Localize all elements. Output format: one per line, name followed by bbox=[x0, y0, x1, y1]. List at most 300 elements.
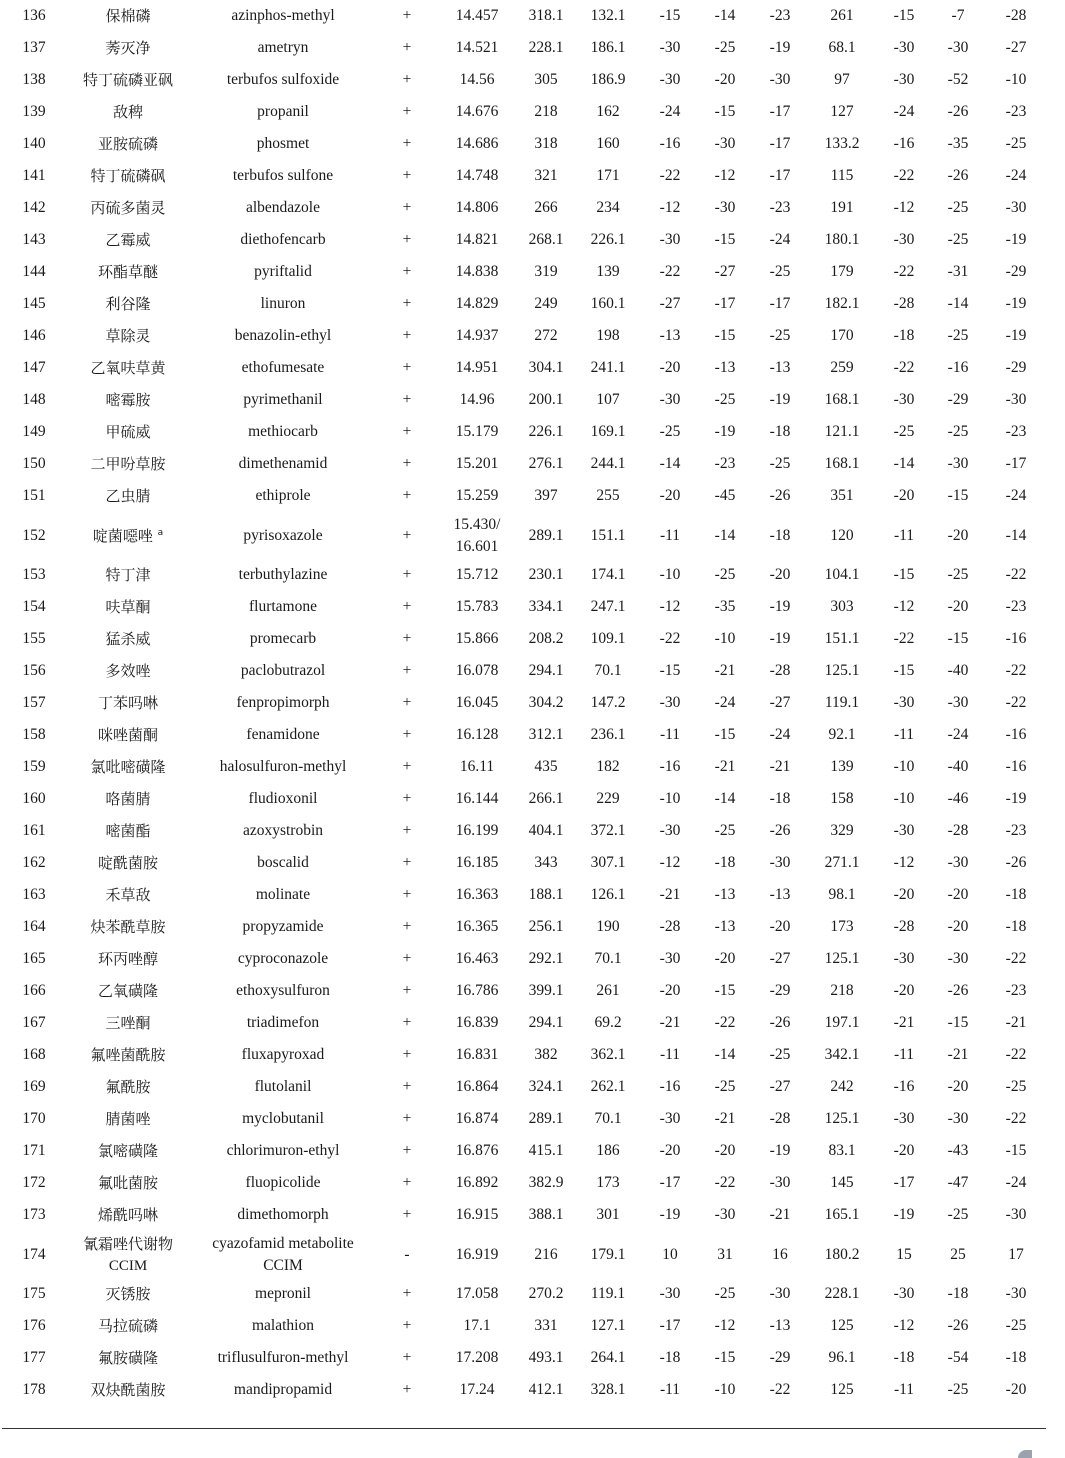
cell-english-name: flutolanil bbox=[254, 1078, 312, 1095]
cell-english-name: chlorimuron-ethyl bbox=[226, 1142, 340, 1159]
cell-ce-2: -30 bbox=[893, 71, 915, 88]
cell-precursor-ion: 305 bbox=[534, 71, 558, 88]
cell-ce-1: -21 bbox=[659, 1014, 681, 1031]
table-row bbox=[0, 911, 1048, 943]
cell-english-name: fenamidone bbox=[246, 726, 320, 743]
cell-row-number: 161 bbox=[22, 822, 46, 839]
cell-retention-time: 14.56 bbox=[459, 71, 495, 88]
cell-english-name: dimethenamid bbox=[238, 455, 328, 472]
cell-ion-mode: + bbox=[402, 1046, 412, 1063]
cell-value-3: -17 bbox=[769, 103, 791, 120]
cell-value-6: -17 bbox=[1005, 455, 1027, 472]
cell-ion-mode: + bbox=[402, 231, 412, 248]
cell-ce-1: -14 bbox=[659, 455, 681, 472]
cell-english-name bbox=[188, 1231, 378, 1278]
cell-line-1: 15.430/ bbox=[453, 515, 501, 533]
cell-value-6: -16 bbox=[1005, 726, 1027, 743]
cell-ce-1: -16 bbox=[659, 1078, 681, 1095]
cell-retention-time: 16.365 bbox=[455, 918, 499, 935]
cell-value-3: -29 bbox=[769, 1349, 791, 1366]
cell-value-3: -22 bbox=[769, 1381, 791, 1398]
table-row bbox=[0, 1167, 1048, 1199]
cell-ce-2: -30 bbox=[893, 1110, 915, 1127]
table-row bbox=[0, 815, 1048, 847]
cell-value-5: -30 bbox=[947, 455, 969, 472]
cell-ce-1: -20 bbox=[659, 487, 681, 504]
cell-value-2: -21 bbox=[714, 1110, 736, 1127]
cell-chinese-name: 亚胺硫磷 bbox=[97, 135, 158, 153]
cell-precursor-ion: 388.1 bbox=[528, 1206, 564, 1223]
cell-precursor-ion: 397 bbox=[534, 487, 558, 504]
cell-chinese-name: 莠灭净 bbox=[105, 39, 151, 57]
cell-chinese-name: 氟吡菌胺 bbox=[97, 1174, 158, 1192]
cell-ce-2: -21 bbox=[893, 1014, 915, 1031]
cell-chinese-name: 敌稗 bbox=[112, 103, 143, 121]
cell-row-number: 142 bbox=[22, 199, 46, 216]
cell-ion-mode: + bbox=[402, 39, 412, 56]
cell-precursor-ion: 382.9 bbox=[528, 1174, 564, 1191]
cell-value-2: -13 bbox=[714, 359, 736, 376]
cell-product-ion-2: 180.1 bbox=[824, 231, 860, 248]
table-row bbox=[0, 687, 1048, 719]
cell-row-number: 164 bbox=[22, 918, 46, 935]
cell-row-number: 144 bbox=[22, 263, 46, 280]
table-row bbox=[0, 512, 1048, 559]
cell-chinese-name: 甲硫威 bbox=[105, 423, 151, 441]
cell-ce-1: -30 bbox=[659, 822, 681, 839]
cell-precursor-ion: 324.1 bbox=[528, 1078, 564, 1095]
cell-ion-mode: - bbox=[404, 1245, 410, 1263]
cell-value-3: -23 bbox=[769, 199, 791, 216]
cell-product-ion-1: 262.1 bbox=[590, 1078, 626, 1095]
table-row bbox=[0, 1135, 1048, 1167]
cell-product-ion-2: 115 bbox=[830, 167, 854, 184]
cell-chinese-name: 氟唑菌酰胺 bbox=[90, 1046, 166, 1064]
cell-row-number: 174 bbox=[22, 1245, 46, 1263]
cell-value-6: -25 bbox=[1005, 1317, 1027, 1334]
cell-row-number: 153 bbox=[22, 566, 46, 583]
cell-row-number: 176 bbox=[22, 1317, 46, 1334]
cell-chinese-name: 双炔酰菌胺 bbox=[90, 1381, 166, 1399]
cell-chinese-name: 嘧霉胺 bbox=[105, 391, 151, 409]
cell-value-2: -21 bbox=[714, 662, 736, 679]
cell-ce-1: -17 bbox=[659, 1174, 681, 1191]
cell-precursor-ion: 304.2 bbox=[528, 694, 564, 711]
cell-retention-time: 16.363 bbox=[455, 886, 499, 903]
cell-english-name: promecarb bbox=[249, 630, 317, 647]
cell-value-3: -26 bbox=[769, 822, 791, 839]
cell-chinese-name: 嘧菌酯 bbox=[105, 822, 151, 840]
cell-product-ion-2: 133.2 bbox=[824, 135, 860, 152]
cell-product-ion-2: 127 bbox=[830, 103, 854, 120]
cell-precursor-ion: 188.1 bbox=[528, 886, 564, 903]
cell-ce-1: -22 bbox=[659, 167, 681, 184]
cell-english-name: terbufos sulfone bbox=[232, 167, 334, 184]
cell-retention-time: 16.045 bbox=[455, 694, 499, 711]
cell-ce-2: -28 bbox=[893, 918, 915, 935]
cell-ion-mode: + bbox=[402, 263, 412, 280]
cell-precursor-ion: 268.1 bbox=[528, 231, 564, 248]
cell-product-ion-2: 351 bbox=[830, 487, 854, 504]
table-row bbox=[0, 64, 1048, 96]
cell-value-3: -28 bbox=[769, 1110, 791, 1127]
cell-value-5: -26 bbox=[947, 167, 969, 184]
cell-ce-1: -12 bbox=[659, 598, 681, 615]
cell-ce-1: -20 bbox=[659, 1142, 681, 1159]
cell-precursor-ion: 399.1 bbox=[528, 982, 564, 999]
cell-ce-1: -20 bbox=[659, 359, 681, 376]
cell-english-name: linuron bbox=[260, 295, 306, 312]
cell-product-ion-1: 301 bbox=[596, 1206, 620, 1223]
cell-value-3: -27 bbox=[769, 694, 791, 711]
cell-value-5: -26 bbox=[947, 1317, 969, 1334]
cell-value-2: -14 bbox=[714, 1046, 736, 1063]
cell-ce-2: -30 bbox=[893, 950, 915, 967]
cell-row-number: 146 bbox=[22, 327, 46, 344]
cell-value-3: -20 bbox=[769, 566, 791, 583]
cell-value-6: -18 bbox=[1005, 918, 1027, 935]
cell-value-5: -25 bbox=[947, 1206, 969, 1223]
cell-value-2: -14 bbox=[714, 526, 736, 544]
cell-english-name: dimethomorph bbox=[237, 1206, 329, 1223]
cell-product-ion-1: 307.1 bbox=[590, 854, 626, 871]
table-row bbox=[0, 192, 1048, 224]
cell-ion-mode: + bbox=[402, 1349, 412, 1366]
cell-value-3: -18 bbox=[769, 526, 791, 544]
cell-value-3: -18 bbox=[769, 423, 791, 440]
cell-value-2: -15 bbox=[714, 726, 736, 743]
cell-ce-1: -17 bbox=[659, 1317, 681, 1334]
cell-value-5: -30 bbox=[947, 1110, 969, 1127]
cell-ce-2: -12 bbox=[893, 598, 915, 615]
cell-product-ion-2: 96.1 bbox=[828, 1349, 856, 1366]
cell-row-number: 154 bbox=[22, 598, 46, 615]
cell-english-name: terbufos sulfoxide bbox=[226, 71, 340, 88]
cell-value-5: -30 bbox=[947, 39, 969, 56]
cell-ion-mode: + bbox=[402, 918, 412, 935]
table-row bbox=[0, 559, 1048, 591]
cell-row-number: 160 bbox=[22, 790, 46, 807]
cell-value-5: -25 bbox=[947, 327, 969, 344]
cell-value-2: -25 bbox=[714, 822, 736, 839]
table-row bbox=[0, 288, 1048, 320]
cell-value-6: -22 bbox=[1005, 566, 1027, 583]
cell-product-ion-2: 121.1 bbox=[824, 423, 860, 440]
cell-row-number: 145 bbox=[22, 295, 46, 312]
cell-ion-mode: + bbox=[402, 886, 412, 903]
cell-ce-2: -24 bbox=[893, 103, 915, 120]
cell-value-6: -23 bbox=[1005, 982, 1027, 999]
cell-product-ion-2: 151.1 bbox=[824, 630, 860, 647]
cell-value-5: -40 bbox=[947, 662, 969, 679]
cell-product-ion-1: 264.1 bbox=[590, 1349, 626, 1366]
table-row bbox=[0, 384, 1048, 416]
cell-row-number: 149 bbox=[22, 423, 46, 440]
cell-value-6: -29 bbox=[1005, 263, 1027, 280]
cell-english-name: halosulfuron-methyl bbox=[219, 758, 347, 775]
cell-ion-mode: + bbox=[402, 423, 412, 440]
cell-value-6: -16 bbox=[1005, 758, 1027, 775]
cell-row-number: 168 bbox=[22, 1046, 46, 1063]
cell-product-ion-2: 303 bbox=[830, 598, 854, 615]
cell-product-ion-2: 125.1 bbox=[824, 662, 860, 679]
cell-precursor-ion: 318.1 bbox=[528, 7, 564, 24]
cell-ion-mode: + bbox=[402, 455, 412, 472]
cell-value-5: -30 bbox=[947, 854, 969, 871]
cell-product-ion-2: 125 bbox=[830, 1381, 854, 1398]
cell-precursor-ion: 415.1 bbox=[528, 1142, 564, 1159]
cell-value-6: -30 bbox=[1005, 1285, 1027, 1302]
cell-retention-time: 16.11 bbox=[459, 758, 495, 775]
cell-value-5: -30 bbox=[947, 694, 969, 711]
cell-row-number: 141 bbox=[22, 167, 46, 184]
cell-row-number: 143 bbox=[22, 231, 46, 248]
cell-precursor-ion: 289.1 bbox=[528, 526, 564, 544]
cell-row-number: 165 bbox=[22, 950, 46, 967]
cell-row-number: 178 bbox=[22, 1381, 46, 1398]
cell-ion-mode: + bbox=[402, 982, 412, 999]
cell-chinese-name: 乙虫腈 bbox=[105, 487, 151, 505]
cell-precursor-ion: 334.1 bbox=[528, 598, 564, 615]
table-row bbox=[0, 751, 1048, 783]
cell-product-ion-1: 127.1 bbox=[590, 1317, 626, 1334]
cell-value-2: -30 bbox=[714, 1206, 736, 1223]
cell-retention-time: 14.748 bbox=[455, 167, 499, 184]
cell-value-3: -20 bbox=[769, 918, 791, 935]
cell-ce-1: -22 bbox=[659, 263, 681, 280]
cell-precursor-ion: 493.1 bbox=[528, 1349, 564, 1366]
cell-product-ion-1: 229 bbox=[596, 790, 620, 807]
cell-ce-1: -20 bbox=[659, 982, 681, 999]
cell-product-ion-1: 69.2 bbox=[594, 1014, 622, 1031]
cell-product-ion-1: 173 bbox=[596, 1174, 620, 1191]
cell-english-name: albendazole bbox=[245, 199, 320, 216]
cell-ce-2: -30 bbox=[893, 822, 915, 839]
cell-ion-mode: + bbox=[402, 662, 412, 679]
table-row bbox=[0, 448, 1048, 480]
cell-ce-1: -30 bbox=[659, 71, 681, 88]
cell-value-6: -15 bbox=[1005, 1142, 1027, 1159]
cell-value-6: -18 bbox=[1005, 1349, 1027, 1366]
cell-ce-2: 15 bbox=[896, 1245, 912, 1263]
cell-chinese-name: 二甲吩草胺 bbox=[90, 455, 166, 473]
cell-product-ion-1: 119.1 bbox=[590, 1285, 626, 1302]
cell-value-3: -21 bbox=[769, 1206, 791, 1223]
cell-value-5: -15 bbox=[947, 630, 969, 647]
table-row bbox=[0, 416, 1048, 448]
cell-value-5: -26 bbox=[947, 103, 969, 120]
cell-product-ion-1: 171 bbox=[596, 167, 620, 184]
cell-ce-2: -22 bbox=[893, 630, 915, 647]
cell-value-6: 17 bbox=[1008, 1245, 1024, 1263]
cell-product-ion-2: 218 bbox=[830, 982, 854, 999]
cell-row-number: 173 bbox=[22, 1206, 46, 1223]
cell-ion-mode: + bbox=[402, 359, 412, 376]
cell-precursor-ion: 319 bbox=[534, 263, 558, 280]
cell-value-5: -52 bbox=[947, 71, 969, 88]
cell-chinese-name: 呋草酮 bbox=[105, 598, 151, 616]
cell-ion-mode: + bbox=[402, 135, 412, 152]
cell-product-ion-2: 125.1 bbox=[824, 950, 860, 967]
cell-ce-1: -21 bbox=[659, 886, 681, 903]
cell-product-ion-2: 104.1 bbox=[824, 566, 860, 583]
cell-retention-time: 15.179 bbox=[455, 423, 499, 440]
table-row bbox=[0, 943, 1048, 975]
cell-ion-mode: + bbox=[402, 103, 412, 120]
cell-value-6: -23 bbox=[1005, 598, 1027, 615]
cell-ce-1: -11 bbox=[659, 726, 681, 743]
cell-ion-mode: + bbox=[402, 1142, 412, 1159]
cell-value-5: -20 bbox=[947, 886, 969, 903]
cell-value-2: -15 bbox=[714, 982, 736, 999]
cell-value-2: -18 bbox=[714, 854, 736, 871]
cell-row-number: 156 bbox=[22, 662, 46, 679]
cell-ce-2: -18 bbox=[893, 327, 915, 344]
cell-value-5: -54 bbox=[947, 1349, 969, 1366]
cell-product-ion-2: 83.1 bbox=[828, 1142, 856, 1159]
cell-chinese-name: 特丁津 bbox=[105, 566, 151, 584]
cell-value-2: 31 bbox=[717, 1245, 733, 1263]
cell-retention-time: 14.829 bbox=[455, 295, 499, 312]
cell-ce-1: -30 bbox=[659, 950, 681, 967]
cell-english-name: propyzamide bbox=[242, 918, 324, 935]
cell-precursor-ion: 208.2 bbox=[528, 630, 564, 647]
cell-retention-time: 16.864 bbox=[455, 1078, 499, 1095]
cell-value-2: -25 bbox=[714, 566, 736, 583]
cell-english-name: myclobutanil bbox=[242, 1110, 324, 1127]
cell-chinese-name: 氟酰胺 bbox=[105, 1078, 151, 1096]
cell-value-3: -28 bbox=[769, 662, 791, 679]
cell-precursor-ion: 228.1 bbox=[528, 39, 564, 56]
cell-value-2: -22 bbox=[714, 1174, 736, 1191]
cell-value-3: -19 bbox=[769, 391, 791, 408]
cell-ce-1: -11 bbox=[659, 526, 681, 544]
cell-precursor-ion: 216 bbox=[534, 1245, 558, 1263]
cell-ce-1: -30 bbox=[659, 39, 681, 56]
cell-value-6: -30 bbox=[1005, 1206, 1027, 1223]
cell-product-ion-2: 158 bbox=[830, 790, 854, 807]
cell-product-ion-1: 247.1 bbox=[590, 598, 626, 615]
cell-chinese-name: 炔苯酰草胺 bbox=[90, 918, 166, 936]
cell-english-name: fluxapyroxad bbox=[241, 1046, 325, 1063]
cell-chinese-name: 保棉磷 bbox=[105, 7, 151, 25]
cell-value-2: -27 bbox=[714, 263, 736, 280]
cell-retention-time: 15.783 bbox=[455, 598, 499, 615]
cell-ion-mode: + bbox=[402, 598, 412, 615]
cell-retention-time: 14.521 bbox=[455, 39, 499, 56]
cell-row-number: 171 bbox=[22, 1142, 46, 1159]
cell-english-name: azoxystrobin bbox=[242, 822, 324, 839]
cell-ce-2: -17 bbox=[893, 1174, 915, 1191]
cell-value-2: -15 bbox=[714, 103, 736, 120]
cell-value-2: -25 bbox=[714, 39, 736, 56]
table-row bbox=[0, 224, 1048, 256]
cell-ce-2: -14 bbox=[893, 455, 915, 472]
cell-ce-2: -22 bbox=[893, 167, 915, 184]
cell-product-ion-1: 372.1 bbox=[590, 822, 626, 839]
cell-ce-2: -20 bbox=[893, 886, 915, 903]
cell-ion-mode: + bbox=[402, 758, 412, 775]
cell-chinese-name: 灭锈胺 bbox=[105, 1285, 151, 1303]
cell-row-number: 155 bbox=[22, 630, 46, 647]
cell-precursor-ion: 226.1 bbox=[528, 423, 564, 440]
table-row bbox=[0, 1342, 1048, 1374]
cell-ion-mode: + bbox=[402, 487, 412, 504]
cell-retention-time: 16.463 bbox=[455, 950, 499, 967]
cell-product-ion-2: 168.1 bbox=[824, 391, 860, 408]
cell-retention-time: 14.838 bbox=[455, 263, 499, 280]
cell-value-2: -12 bbox=[714, 167, 736, 184]
cell-product-ion-2: 261 bbox=[830, 7, 854, 24]
cell-retention-time: 14.937 bbox=[455, 327, 499, 344]
cell-ion-mode: + bbox=[402, 1317, 412, 1334]
cell-value-3: -25 bbox=[769, 263, 791, 280]
cell-value-2: -25 bbox=[714, 1285, 736, 1302]
cell-english-name: fluopicolide bbox=[245, 1174, 321, 1191]
cell-chinese-name: 猛杀威 bbox=[105, 630, 151, 648]
cell-product-ion-2: 173 bbox=[830, 918, 854, 935]
cell-ce-2: -11 bbox=[893, 526, 915, 544]
cell-retention-time: 16.199 bbox=[455, 822, 499, 839]
cell-chinese-name: 乙氧磺隆 bbox=[97, 982, 158, 1000]
cell-product-ion-2: 125 bbox=[830, 1317, 854, 1334]
cell-chinese-name: 腈菌唑 bbox=[105, 1110, 151, 1128]
table-row bbox=[0, 32, 1048, 64]
cell-english-name: fludioxonil bbox=[248, 790, 318, 807]
cell-product-ion-2: 165.1 bbox=[824, 1206, 860, 1223]
table-row bbox=[0, 1310, 1048, 1342]
cell-value-5: -30 bbox=[947, 950, 969, 967]
cell-value-6: -22 bbox=[1005, 950, 1027, 967]
cell-value-5: -46 bbox=[947, 790, 969, 807]
cell-product-ion-2: 168.1 bbox=[824, 455, 860, 472]
cell-product-ion-1: 162 bbox=[596, 103, 620, 120]
cell-english-name: boscalid bbox=[257, 854, 309, 871]
cell-precursor-ion: 230.1 bbox=[528, 566, 564, 583]
cell-retention-time: 16.128 bbox=[455, 726, 499, 743]
cell-product-ion-2: 191 bbox=[830, 199, 854, 216]
cell-value-5: -26 bbox=[947, 982, 969, 999]
cell-ion-mode: + bbox=[402, 822, 412, 839]
cell-row-number: 136 bbox=[22, 7, 46, 24]
cell-value-3: -13 bbox=[769, 886, 791, 903]
cell-ce-2: -12 bbox=[893, 199, 915, 216]
cell-product-ion-2: 242 bbox=[830, 1078, 854, 1095]
cell-retention-time: 14.821 bbox=[455, 231, 499, 248]
cell-value-6: -20 bbox=[1005, 1381, 1027, 1398]
cell-precursor-ion: 270.2 bbox=[528, 1285, 564, 1302]
cell-ce-1: -30 bbox=[659, 1110, 681, 1127]
cell-product-ion-1: 328.1 bbox=[590, 1381, 626, 1398]
cell-value-5: -43 bbox=[947, 1142, 969, 1159]
table-row bbox=[0, 879, 1048, 911]
table-row bbox=[0, 975, 1048, 1007]
cell-product-ion-2: 170 bbox=[830, 327, 854, 344]
cell-english-name: molinate bbox=[255, 886, 311, 903]
cell-ce-2: -19 bbox=[893, 1206, 915, 1223]
cell-product-ion-1: 107 bbox=[596, 391, 620, 408]
cell-ce-1: -28 bbox=[659, 918, 681, 935]
cell-product-ion-1: 70.1 bbox=[594, 1110, 622, 1127]
cell-chinese-name: 乙霉威 bbox=[105, 231, 151, 249]
cell-retention-time: 16.919 bbox=[455, 1245, 499, 1263]
cell-retention-time: 15.259 bbox=[455, 487, 499, 504]
cell-precursor-ion: 276.1 bbox=[528, 455, 564, 472]
cell-ce-2: -12 bbox=[893, 1317, 915, 1334]
cell-value-6: -25 bbox=[1005, 135, 1027, 152]
table-row bbox=[0, 1071, 1048, 1103]
cell-value-3: -26 bbox=[769, 1014, 791, 1031]
